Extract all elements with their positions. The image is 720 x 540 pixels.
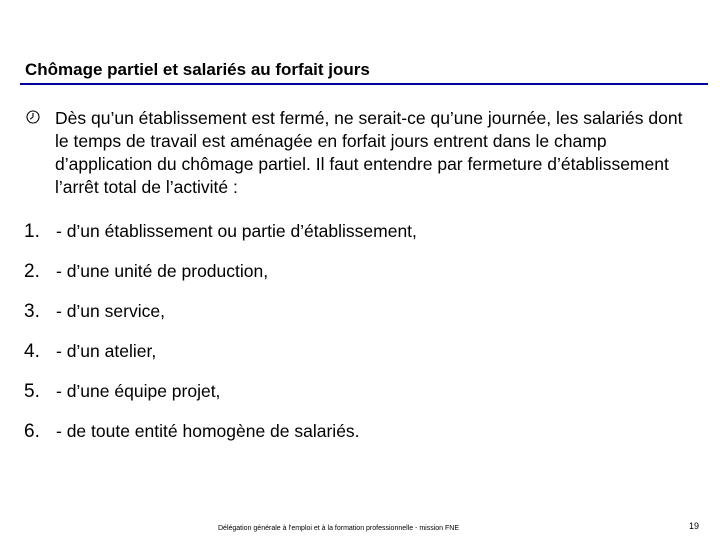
- list-item: [24, 259, 417, 299]
- numbered-list: [24, 219, 417, 459]
- list-item: [24, 299, 417, 339]
- list-item: [24, 339, 417, 379]
- clock-icon: [26, 110, 40, 124]
- list-item-text: - d’un atelier,: [56, 341, 157, 361]
- title-divider: [20, 83, 708, 85]
- list-item-text: - d’un établissement ou partie d’établissement,: [56, 221, 417, 241]
- list-item-text: - de toute entité homogène de salariés.: [56, 421, 360, 441]
- list-item-number: 6.: [24, 421, 40, 442]
- footer-text: Délégation générale à l'emploi et à la formation professionnelle - mission FNE: [218, 525, 460, 532]
- list-item: [24, 419, 417, 459]
- list-item-number: 5.: [24, 381, 40, 402]
- list-item: [24, 379, 417, 419]
- list-item-number: 3.: [24, 301, 40, 322]
- list-item-number: 1.: [24, 221, 40, 242]
- slide-title: Chômage partiel et salariés au forfait jours: [25, 60, 370, 79]
- intro-text: Dès qu’un établissement est fermé, ne serait-ce qu’une journée, les salariés dont le temps de travail est aménagée en forfait jours entrent dans le champ d’application du chômage partiel. Il faut entendre par fermeture d’établissement l’arrêt total de l’activité :: [55, 108, 683, 197]
- list-item-text: - d’un service,: [56, 301, 165, 321]
- list-item-text: - d’une unité de production,: [56, 261, 269, 281]
- list-item-number: 2.: [24, 261, 40, 282]
- page-number: 19: [689, 521, 700, 531]
- list-item-text: - d’une équipe projet,: [56, 381, 221, 401]
- intro-paragraph: [26, 107, 696, 199]
- list-item: [24, 219, 417, 259]
- list-item-number: 4.: [24, 341, 40, 362]
